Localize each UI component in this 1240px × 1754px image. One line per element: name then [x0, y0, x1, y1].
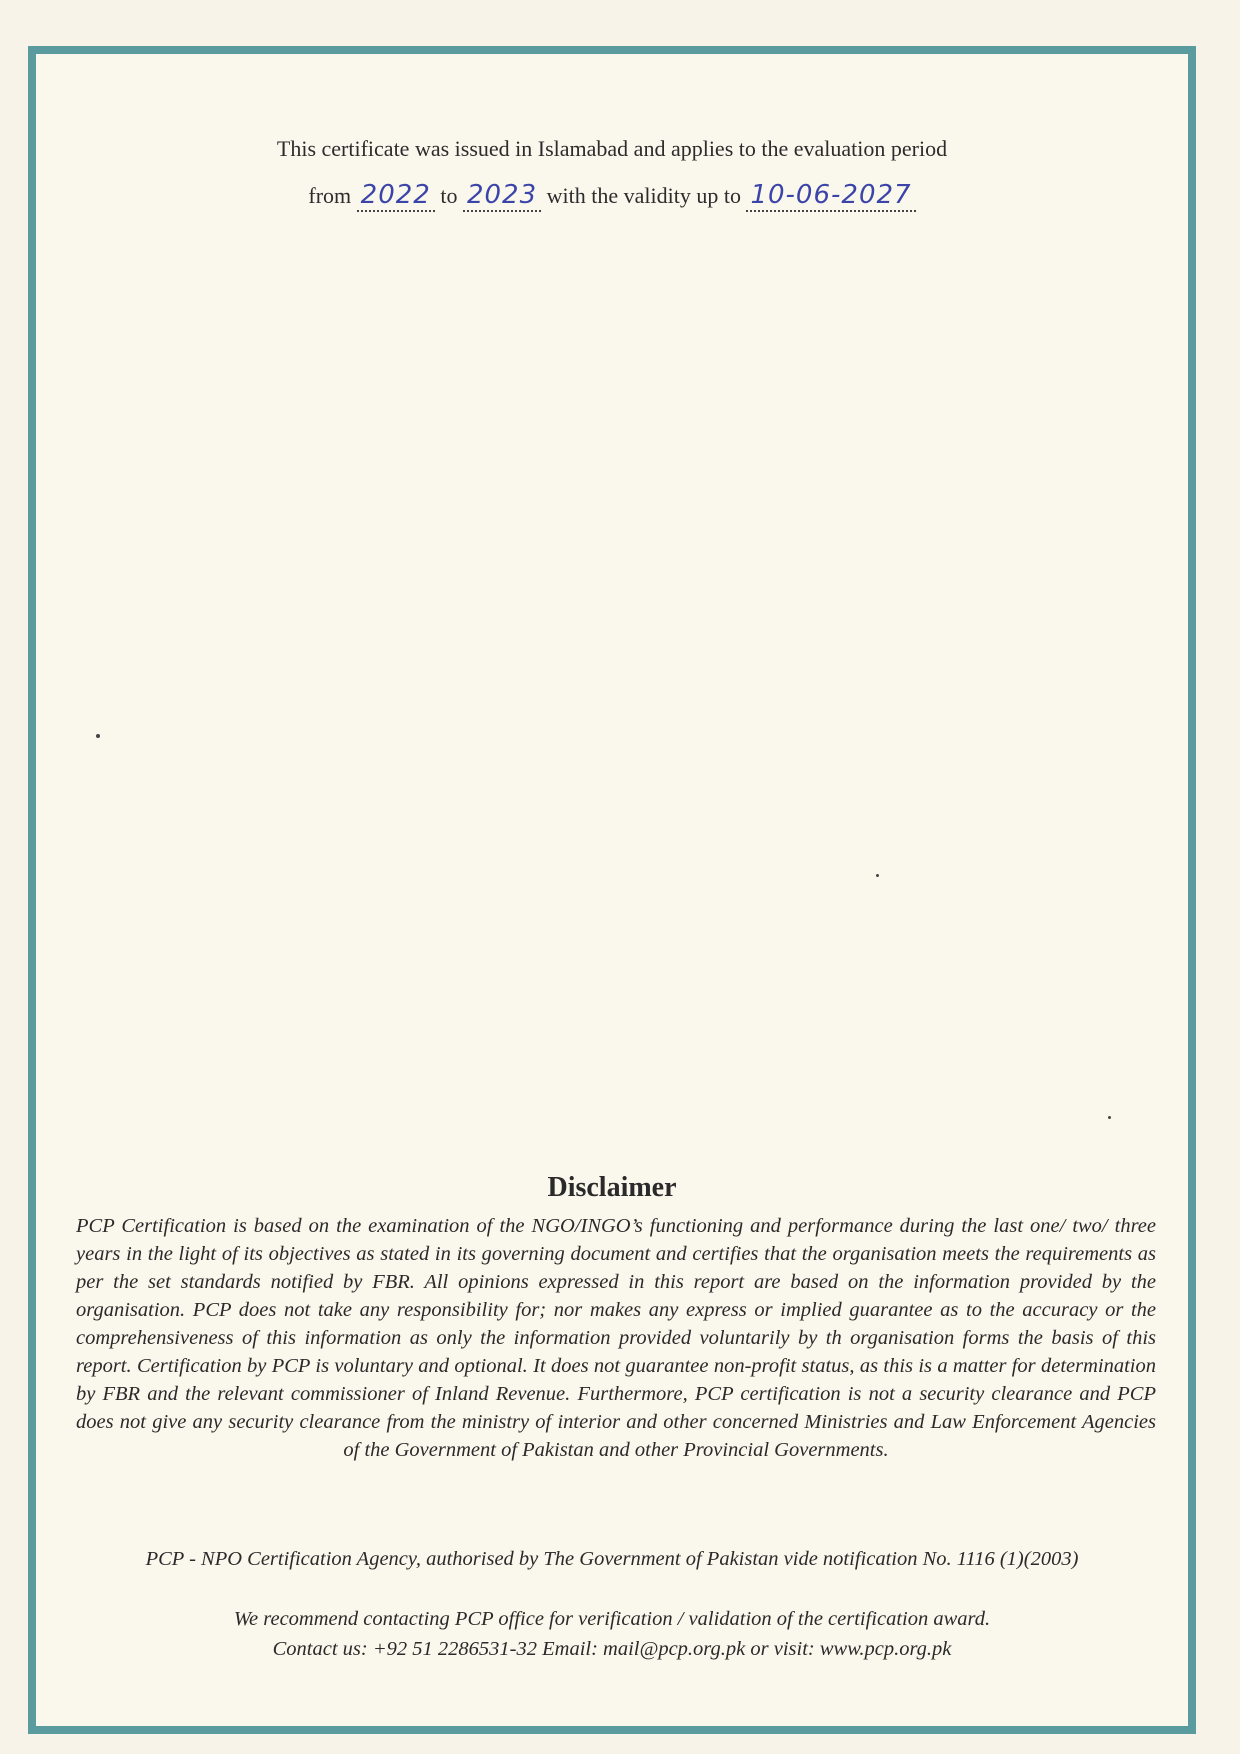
verification-recommendation: We recommend contacting PCP office for verification / validation of the certification award.	[233, 1608, 991, 1630]
contact-block	[36, 1604, 1188, 1664]
agency-authorisation: PCP - NPO Certification Agency, authorised by The Government of Pakistan vide notification No. 1116 (1)(2003)	[145, 1548, 1079, 1570]
to-year-handwritten: 2023	[463, 180, 541, 212]
paper-speck	[876, 874, 879, 877]
validity-date-handwritten: 10-06-2027	[746, 180, 915, 212]
disclaimer-body: PCP Certification is based on the examination of the NGO/INGO’s functioning and performance during the last one/ two/ three years in the light of its objectives as stated in its governing document and certifies that the organisation meets the requirements as per the set standards notified by FBR. All opinions expressed in this report are based on the information provided by the organisation. PCP does not take any responsibility for; nor makes any express or implied guarantee as to the accuracy or the comprehensiveness of this information as only the information provided voluntarily by th organisation forms the basis of this report. Certification by PCP is voluntary and optional. It does not guarantee non-profit status, as this is a matter for determination by FBR and the relevant commissioner of Inland Revenue. Furthermore, PCP certification is not a security clearance and PCP does not give any security clearance from the ministry of interior and other concerned Ministries and Law Enforcement Agencies of the Government of Pakistan and other Provincial Governments.	[76, 1215, 1156, 1461]
certificate-border	[28, 46, 1196, 1734]
contact-details: Contact us: +92 51 2286531-32 Email: mail@pcp.org.pk or visit: www.pcp.org.pk	[272, 1638, 952, 1660]
validity-label: with the validity up to	[546, 183, 741, 208]
disclaimer-heading: Disclaimer	[547, 1172, 677, 1203]
paper-speck	[1108, 1116, 1111, 1119]
issue-statement: This certificate was issued in Islamabad and applies to the evaluation period	[276, 136, 948, 161]
paper-speck	[96, 734, 100, 738]
evaluation-period-line	[36, 180, 1188, 210]
to-label: to	[440, 183, 458, 208]
from-year-handwritten: 2022	[357, 180, 435, 212]
from-label: from	[308, 183, 352, 208]
